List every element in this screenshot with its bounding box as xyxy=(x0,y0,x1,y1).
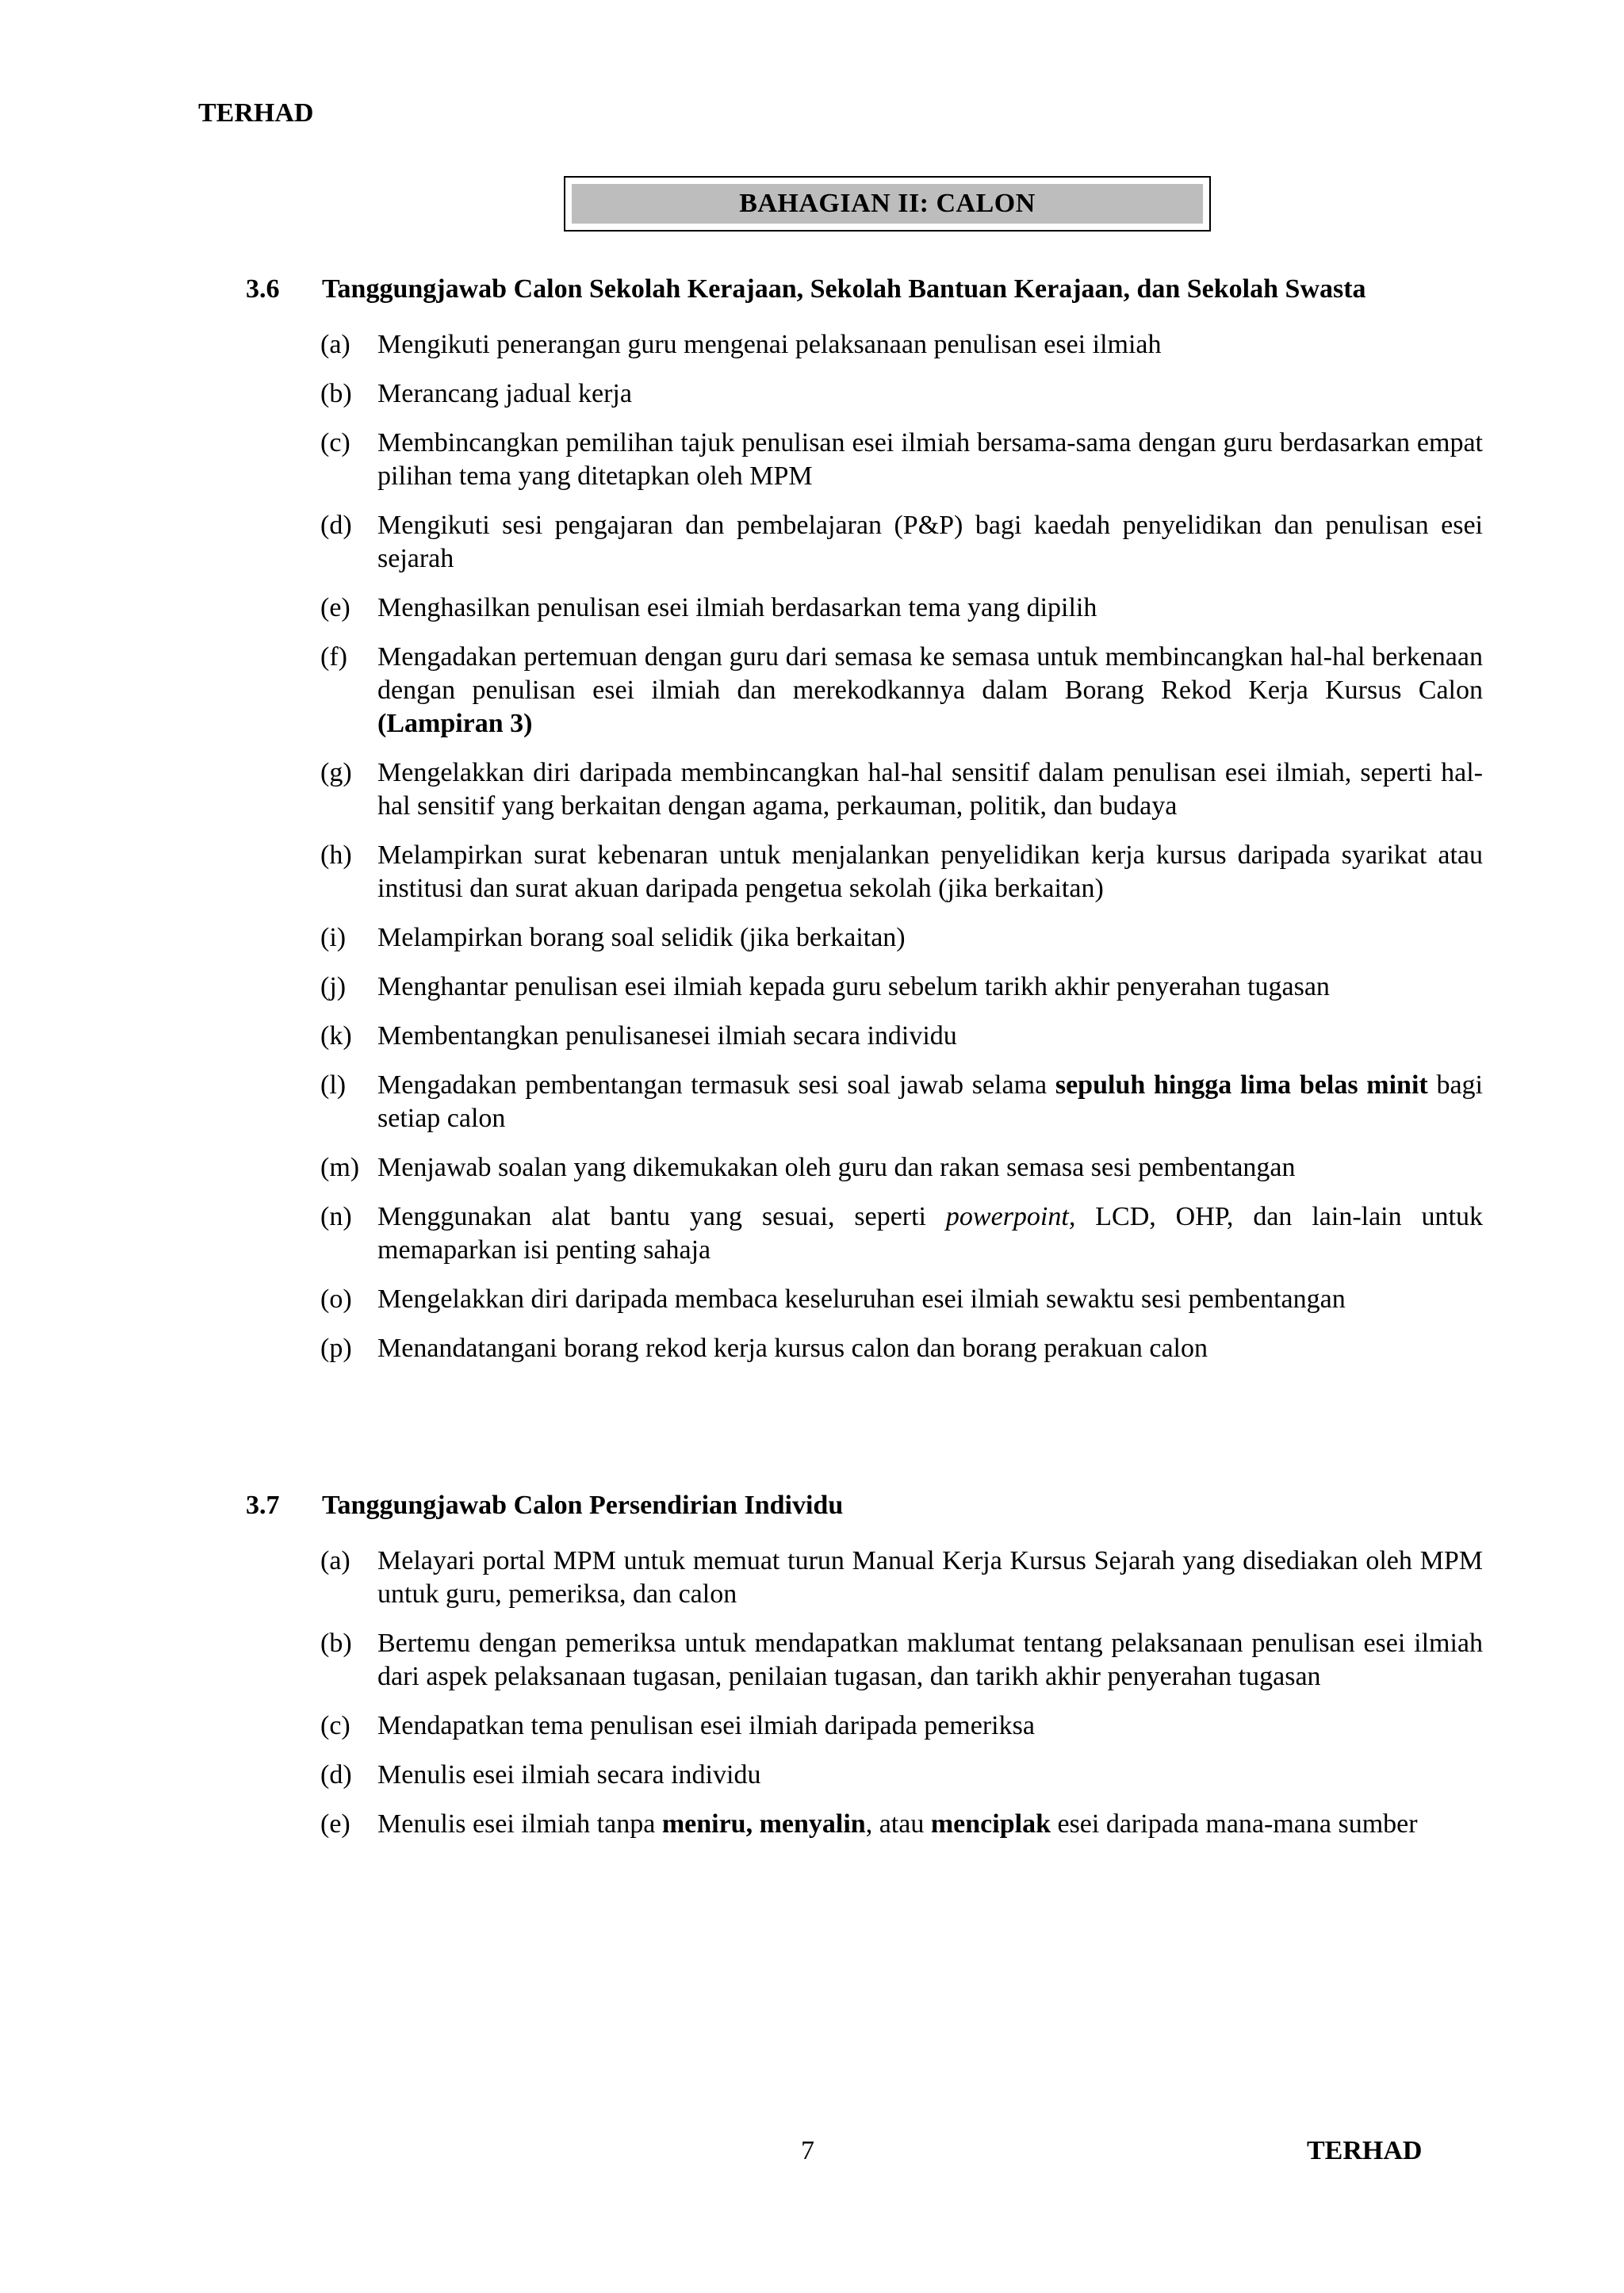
item-text-tail: bagi setiap calon xyxy=(377,1070,1484,1133)
list-item-g xyxy=(320,756,1483,823)
list-item-a xyxy=(320,1545,1483,1611)
item-text: Mengadakan pembentangan termasuk sesi soal jawab selama xyxy=(377,1070,1055,1100)
list-item-b xyxy=(320,1627,1483,1694)
item-label: (o) xyxy=(320,1284,352,1314)
section-number: 3.7 xyxy=(246,1491,280,1520)
list-item-b xyxy=(320,377,1483,411)
item-label: (a) xyxy=(320,330,350,359)
list-item-o xyxy=(320,1283,1483,1316)
item-text: Melampirkan surat kebenaran untuk menjalankan penyelidikan kerja kursus daripada syarikat atau institusi dan surat akuan daripada pengetua sekolah (jika berkaitan) xyxy=(377,840,1483,903)
item-text: Melayari portal MPM untuk memuat turun Manual Kerja Kursus Sejarah yang disediakan oleh MPM untuk guru, pemeriksa, dan calon xyxy=(377,1546,1483,1609)
section-title: Tanggungjawab Calon Persendirian Individu xyxy=(322,1491,844,1520)
item-label: (h) xyxy=(320,840,352,870)
item-label: (p) xyxy=(320,1334,352,1363)
section-heading xyxy=(246,273,1483,306)
item-text: Mengelakkan diri daripada membincangkan hal-hal sensitif dalam penulisan esei ilmiah, seperti hal-hal sensitif yang berkaitan dengan agama, perkauman, politik, dan budaya xyxy=(377,758,1483,821)
list-item-d xyxy=(320,509,1483,576)
list-item-a xyxy=(320,328,1483,362)
item-text: Menulis esei ilmiah secara individu xyxy=(377,1760,761,1790)
item-list xyxy=(320,1545,1483,1841)
item-text: Mengelakkan diri daripada membaca keseluruhan esei ilmiah sewaktu sesi pembentangan xyxy=(377,1284,1346,1314)
item-label: (d) xyxy=(320,1760,352,1790)
list-item-k xyxy=(320,1020,1483,1053)
item-label: (j) xyxy=(320,972,347,1001)
item-text: Mengikuti sesi pengajaran dan pembelajaran (P&P) bagi kaedah penyelidikan dan penulisan esei sejarah xyxy=(377,511,1483,573)
item-text: Menjawab soalan yang dikemukakan oleh guru dan rakan semasa sesi pembentangan xyxy=(377,1153,1296,1182)
part-title-box xyxy=(564,176,1211,232)
item-label: (g) xyxy=(320,758,352,787)
italic-term: powerpoint, xyxy=(945,1202,1076,1231)
list-item-p xyxy=(320,1332,1483,1365)
list-item-n xyxy=(320,1200,1483,1267)
item-label: (b) xyxy=(320,379,352,408)
item-label: (c) xyxy=(320,428,350,457)
list-item-c xyxy=(320,1709,1483,1743)
list-item-m xyxy=(320,1151,1483,1185)
emphasis-plagiarism: menciplak xyxy=(930,1809,1051,1839)
emphasis-copying: meniru, menyalin xyxy=(661,1809,866,1839)
duration-emphasis: sepuluh hingga lima belas minit xyxy=(1055,1070,1428,1100)
item-label: (c) xyxy=(320,1711,350,1740)
item-label: (m) xyxy=(320,1153,360,1182)
item-text-tail: esei daripada mana-mana sumber xyxy=(1050,1809,1418,1839)
item-label: (n) xyxy=(320,1202,352,1231)
item-text: Menghantar penulisan esei ilmiah kepada guru sebelum tarikh akhir penyerahan tugasan xyxy=(377,972,1330,1001)
item-label: (f) xyxy=(320,642,347,672)
item-text: Merancang jadual kerja xyxy=(377,379,632,408)
item-label: (d) xyxy=(320,511,352,540)
item-text: Mendapatkan tema penulisan esei ilmiah daripada pemeriksa xyxy=(377,1711,1035,1740)
section-title: Tanggungjawab Calon Sekolah Kerajaan, Sekolah Bantuan Kerajaan, dan Sekolah Swasta xyxy=(322,274,1366,304)
item-label: (k) xyxy=(320,1021,352,1051)
item-text: Bertemu dengan pemeriksa untuk mendapatkan maklumat tentang pelaksanaan penulisan esei ilmiah dari aspek pelaksanaan tugasan, penilaian tugasan, dan tarikh akhir penyerahan tugasan xyxy=(377,1629,1483,1691)
list-item-f xyxy=(320,641,1483,741)
item-text: Melampirkan borang soal selidik (jika berkaitan) xyxy=(377,923,906,952)
classification-marking-bottom: TERHAD xyxy=(1307,2136,1423,2165)
item-text: Membentangkan penulisanesei ilmiah secara individu xyxy=(377,1021,957,1051)
section-number: 3.6 xyxy=(246,274,280,304)
list-item-e xyxy=(320,591,1483,625)
classification-marking-top: TERHAD xyxy=(198,98,314,128)
list-item-j xyxy=(320,970,1483,1004)
item-label: (b) xyxy=(320,1629,352,1658)
item-list xyxy=(320,328,1483,1365)
item-text: Menandatangani borang rekod kerja kursus calon dan borang perakuan calon xyxy=(377,1334,1208,1363)
list-item-d xyxy=(320,1759,1483,1792)
list-item-h xyxy=(320,839,1483,905)
item-text: Menghasilkan penulisan esei ilmiah berdasarkan tema yang dipilih xyxy=(377,593,1097,622)
list-item-i xyxy=(320,921,1483,955)
item-text: Mengikuti penerangan guru mengenai pelaksanaan penulisan esei ilmiah xyxy=(377,330,1162,359)
list-item-c xyxy=(320,427,1483,493)
item-label: (i) xyxy=(320,923,347,952)
item-text: Membincangkan pemilihan tajuk penulisan esei ilmiah bersama-sama dengan guru berdasarkan empat pilihan tema yang ditetapkan oleh MPM xyxy=(377,428,1483,491)
list-item-l xyxy=(320,1069,1483,1135)
section-heading xyxy=(246,1489,1483,1522)
list-item-e xyxy=(320,1808,1483,1841)
item-label: (l) xyxy=(320,1070,347,1100)
item-text-tail: LCD, OHP, dan lain-lain untuk memaparkan isi penting sahaja xyxy=(377,1202,1483,1265)
item-text: Mengadakan pertemuan dengan guru dari semasa ke semasa untuk membincangkan hal-hal berkenaan dengan penulisan esei ilmiah dan merekodkannya dalam Borang Rekod Kerja Kursus Calon xyxy=(377,642,1483,705)
item-text: Menulis esei ilmiah tanpa xyxy=(377,1809,662,1839)
item-text: Menggunakan alat bantu yang sesuai, seperti xyxy=(377,1202,946,1231)
section-3-6 xyxy=(246,273,1483,1381)
item-text-mid: , atau xyxy=(865,1809,931,1839)
item-label: (a) xyxy=(320,1546,350,1575)
page-number: 7 xyxy=(801,2136,814,2165)
item-label: (e) xyxy=(320,593,350,622)
part-title: BAHAGIAN II: CALON xyxy=(572,184,1203,224)
appendix-reference: (Lampiran 3) xyxy=(377,709,533,738)
section-3-7 xyxy=(246,1489,1483,1857)
item-label: (e) xyxy=(320,1809,350,1839)
